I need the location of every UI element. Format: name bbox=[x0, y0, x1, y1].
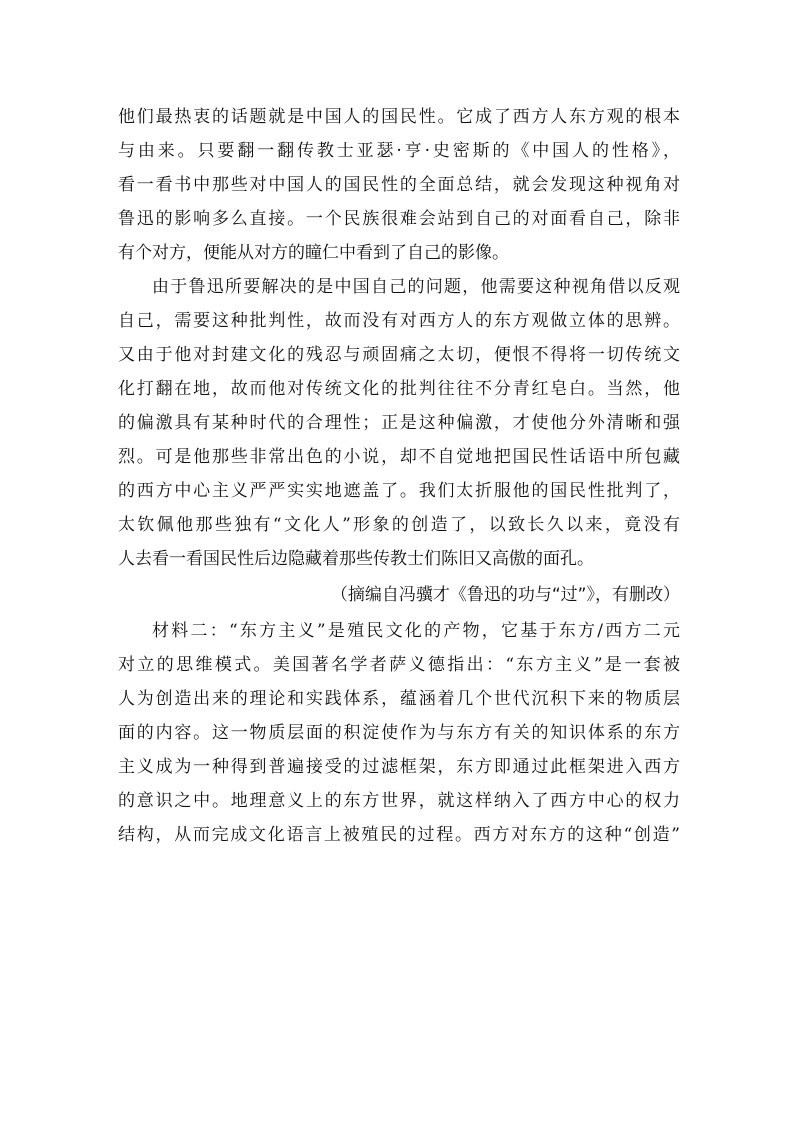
paragraph-3 bbox=[118, 614, 680, 852]
paragraph-1-line: 与由来。只要翻一翻传教士亚瑟·亨·史密斯的《中国人的性格》， bbox=[118, 141, 680, 161]
paragraph-2-line: 的西方中心主义严严实实地遮盖了。我们太折服他的国民性批判了， bbox=[118, 481, 680, 501]
paragraph-3-line: 材料二：“东方主义”是殖民文化的产物，它基于东方/西方二元 bbox=[152, 621, 680, 641]
paragraph-2 bbox=[118, 270, 680, 576]
paragraph-2-line: 由于鲁迅所要解决的是中国自己的问题，他需要这种视角借以反观 bbox=[152, 277, 680, 297]
paragraph-1-line: 他们最热衷的话题就是中国人的国民性。它成了西方人东方观的根本 bbox=[118, 107, 680, 127]
paragraph-3-line: 对立的思维模式。美国著名学者萨义德指出：“东方主义”是一套被 bbox=[118, 655, 680, 675]
paragraph-2-line: 又由于他对封建文化的残忍与顽固痛之太切，便恨不得将一切传统文 bbox=[118, 345, 680, 365]
paragraph-2-line: 人去看一看国民性后边隐藏着那些传教士们陈旧又高傲的面孔。 bbox=[118, 549, 594, 569]
paragraph-2-line: 的偏激具有某种时代的合理性；正是这种偏激，才使他分外清晰和强 bbox=[118, 413, 680, 433]
paragraph-3-line: 面的内容。这一物质层面的积淀使作为与东方有关的知识体系的东方 bbox=[118, 723, 680, 743]
paragraph-2-line: 化打翻在地，故而他对传统文化的批判往往不分青红皂白。当然，他 bbox=[118, 379, 680, 399]
paragraph-1-line: 看一看书中那些对中国人的国民性的全面总结，就会发现这种视角对 bbox=[118, 175, 680, 195]
paragraph-1 bbox=[118, 100, 680, 270]
paragraph-3-line: 的意识之中。地理意义上的东方世界，就这样纳入了西方中心的权力 bbox=[118, 791, 680, 811]
paragraph-1-line: 鲁迅的影响多么直接。一个民族很难会站到自己的对面看自己，除非 bbox=[118, 209, 680, 229]
document-page bbox=[118, 100, 680, 852]
paragraph-2-line: 烈。可是他那些非常出色的小说，却不自觉地把国民性话语中所包藏 bbox=[118, 447, 680, 467]
paragraph-2-line: 太钦佩他那些独有“文化人”形象的创造了，以致长久以来，竟没有 bbox=[118, 515, 680, 535]
paragraph-3-line: 主义成为一种得到普遍接受的过滤框架，东方即通过此框架进入西方 bbox=[118, 757, 680, 777]
paragraph-1-line: 有个对方，便能从对方的瞳仁中看到了自己的影像。 bbox=[118, 243, 509, 263]
paragraph-2-line: 自己，需要这种批判性，故而没有对西方人的东方观做立体的思辨。 bbox=[118, 311, 680, 331]
paragraph-3-line: 结构，从而完成文化语言上被殖民的过程。西方对东方的这种“创造” bbox=[118, 825, 680, 845]
source-citation: （摘编自冯骥才《鲁迅的功与“过”》，有删改） bbox=[330, 585, 680, 605]
paragraph-3-line: 人为创造出来的理论和实践体系，蕴涵着几个世代沉积下来的物质层 bbox=[118, 689, 680, 709]
